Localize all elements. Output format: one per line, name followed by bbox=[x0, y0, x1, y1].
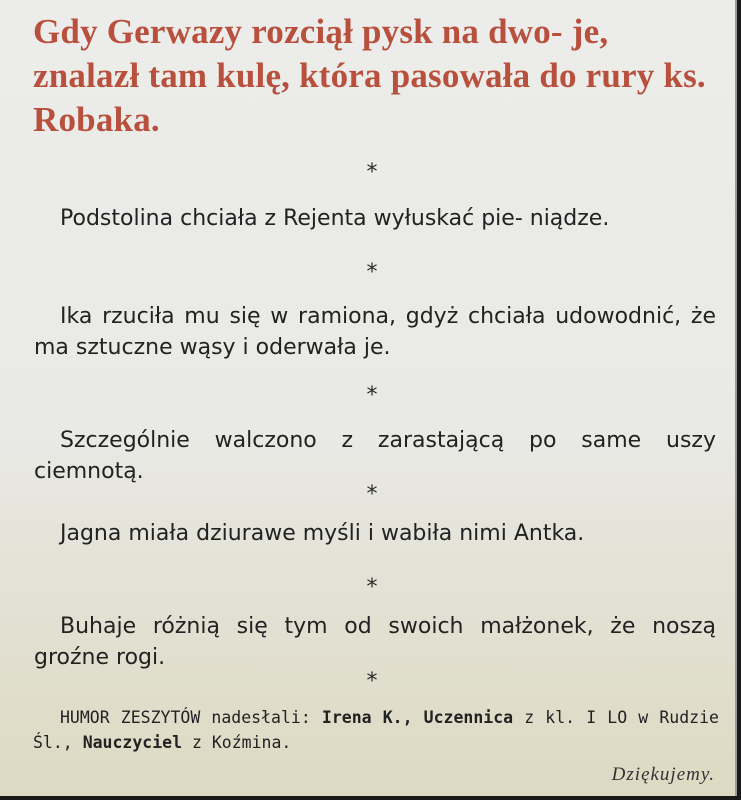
credits-town: z Koźmina. bbox=[191, 733, 292, 752]
separator-star: * bbox=[366, 383, 378, 408]
joke-item: Podstolina chciała z Rejenta wyłuskać pie- niądze. bbox=[60, 206, 610, 231]
separator-star: * bbox=[366, 669, 378, 694]
joke-item: Jagna miała dziurawe myśli i wabiła nimi Antka. bbox=[60, 521, 585, 546]
separator-star: * bbox=[366, 260, 378, 285]
separator-star: * bbox=[366, 575, 378, 600]
credits-school: z kl. I LO w Rudzie Śl., bbox=[33, 708, 719, 752]
credits-author-1: Irena K., Uczennica bbox=[321, 708, 514, 727]
joke-item: Ika rzuciła mu się w ramiona, gdyż chciała udowodnić, że ma sztuczne wąsy i oderwała je. bbox=[34, 304, 716, 360]
separator-star: * bbox=[366, 160, 378, 185]
separator-star: * bbox=[366, 482, 378, 507]
headline: Gdy Gerwazy rozciął pysk na dwo- je, znalazł tam kulę, która pasowała do rury ks. Robaka. bbox=[33, 12, 706, 139]
joke-item: Szczególnie walczono z zarastającą po same uszy ciemnotą. bbox=[34, 428, 716, 484]
credits-lead: HUMOR ZESZYTÓW bbox=[60, 708, 201, 727]
credits bbox=[33, 705, 719, 755]
credits-verb: nadesłali: bbox=[211, 708, 311, 727]
joke-item: Buhaje różnią się tym od swoich małżonek, że noszą groźne rogi. bbox=[34, 614, 716, 670]
credits-author-2: Nauczyciel bbox=[82, 733, 183, 752]
thanks-signoff: Dziękujemy. bbox=[611, 764, 715, 785]
